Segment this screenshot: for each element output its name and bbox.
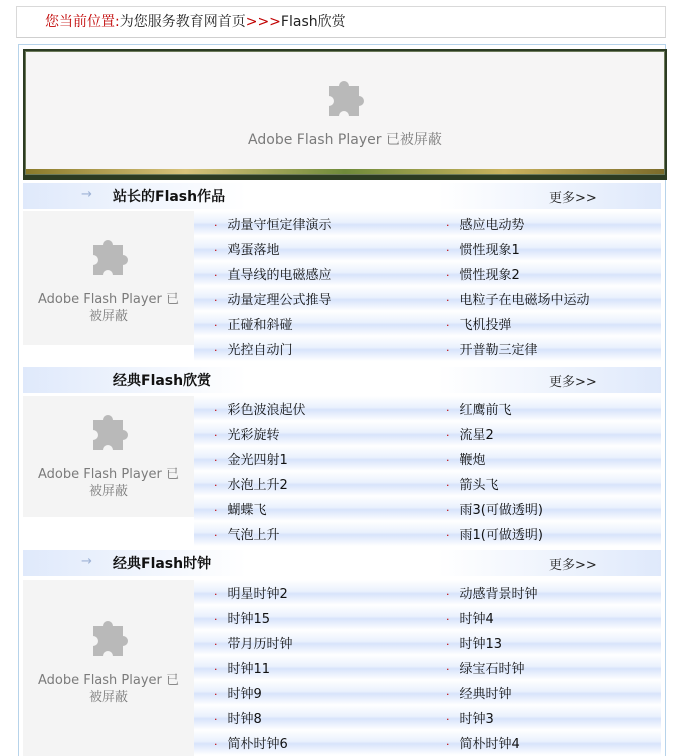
list-item[interactable]: · 雨3(可做透明) xyxy=(446,503,543,518)
list-row xyxy=(194,471,661,496)
list-item[interactable]: · 时钟11 xyxy=(214,662,271,677)
list-row xyxy=(194,421,661,446)
blocked-plugin-notice xyxy=(23,235,194,325)
list-item[interactable]: · 开普勒三定律 xyxy=(446,343,538,358)
list-item[interactable]: · 飞机投弹 xyxy=(446,318,512,333)
list-row xyxy=(194,705,661,730)
flash-banner-placeholder[interactable] xyxy=(25,51,665,175)
more-link[interactable]: 更多>> xyxy=(549,558,597,573)
breadcrumb-label: 您当前位置 xyxy=(45,14,115,30)
section-header-webmaster-flash xyxy=(23,183,661,209)
list-item[interactable]: · 直导线的电磁感应 xyxy=(214,268,332,283)
blocked-plugin-message-line1: Adobe Flash Player 已 xyxy=(37,467,180,482)
breadcrumb-home-link[interactable]: 为您服务教育网首页 xyxy=(119,14,246,30)
puzzle-piece-icon xyxy=(323,76,367,120)
list-item[interactable]: · 金光四射1 xyxy=(214,453,288,468)
section-header-classic-flash xyxy=(23,367,661,393)
list-item[interactable]: · 蝴蝶飞 xyxy=(214,503,267,518)
section-title: 经典Flash欣赏 xyxy=(113,373,212,389)
flash-list xyxy=(194,211,661,361)
puzzle-piece-icon xyxy=(87,235,131,279)
more-link[interactable]: 更多>> xyxy=(549,191,597,206)
list-item[interactable]: · 时钟8 xyxy=(214,712,262,727)
arrow-icon: → xyxy=(81,554,92,569)
list-item[interactable]: · 惯性现象1 xyxy=(446,243,520,258)
list-row xyxy=(194,521,661,546)
list-row xyxy=(194,396,661,421)
breadcrumb xyxy=(16,6,666,38)
list-item[interactable]: · 时钟13 xyxy=(446,637,503,652)
list-item[interactable]: · 带月历时钟 xyxy=(214,637,293,652)
arrow-icon: → xyxy=(81,187,92,202)
blocked-plugin-message-line2: 被屏蔽 xyxy=(88,690,128,705)
flash-thumbnail[interactable] xyxy=(23,396,194,517)
blocked-plugin-message-line1: Adobe Flash Player 已 xyxy=(37,292,180,307)
list-item[interactable]: · 简朴时钟6 xyxy=(214,737,288,752)
section-body-classic-clock xyxy=(23,580,661,756)
list-row xyxy=(194,286,661,311)
list-item[interactable]: · 气泡上升 xyxy=(214,528,280,543)
list-item[interactable]: · 时钟3 xyxy=(446,712,494,727)
flash-banner[interactable] xyxy=(23,49,667,180)
blocked-plugin-notice xyxy=(26,76,664,149)
list-item[interactable]: · 流星2 xyxy=(446,428,494,443)
list-row xyxy=(194,680,661,705)
blocked-plugin-message-line1: Adobe Flash Player 已 xyxy=(37,673,180,688)
more-link[interactable]: 更多>> xyxy=(549,375,597,390)
blocked-plugin-message: Adobe Flash Player 已被屏蔽 xyxy=(248,132,442,148)
banner-strip xyxy=(26,169,664,174)
flash-thumbnail[interactable] xyxy=(23,580,194,756)
section-title: 站长的Flash作品 xyxy=(113,189,226,205)
list-item[interactable]: · 正碰和斜碰 xyxy=(214,318,293,333)
section-body-webmaster-flash xyxy=(23,211,661,361)
section-title: 经典Flash时钟 xyxy=(113,556,212,572)
section-header-classic-clock xyxy=(23,550,661,576)
list-row xyxy=(194,496,661,521)
flash-list xyxy=(194,580,661,755)
list-item[interactable]: · 光彩旋转 xyxy=(214,428,280,443)
list-item[interactable]: · 雨1(可做透明) xyxy=(446,528,543,543)
list-row xyxy=(194,655,661,680)
blocked-plugin-notice xyxy=(23,616,194,706)
puzzle-piece-icon xyxy=(87,410,131,454)
list-row xyxy=(194,336,661,361)
list-item[interactable]: · 红鹰前飞 xyxy=(446,403,512,418)
list-item[interactable]: · 鞭炮 xyxy=(446,453,486,468)
list-item[interactable]: · 动量守恒定律演示 xyxy=(214,218,332,233)
list-row xyxy=(194,311,661,336)
list-row xyxy=(194,580,661,605)
list-item[interactable]: · 鸡蛋落地 xyxy=(214,243,280,258)
breadcrumb-current: Flash欣赏 xyxy=(280,14,346,30)
blocked-plugin-message-line2: 被屏蔽 xyxy=(88,484,128,499)
list-item[interactable]: · 简朴时钟4 xyxy=(446,737,520,752)
list-item[interactable]: · 明星时钟2 xyxy=(214,587,288,602)
blocked-plugin-notice xyxy=(23,410,194,500)
list-row xyxy=(194,605,661,630)
list-item[interactable]: · 动感背景时钟 xyxy=(446,587,538,602)
list-item[interactable]: · 水泡上升2 xyxy=(214,478,288,493)
blocked-plugin-message-line2: 被屏蔽 xyxy=(88,309,128,324)
list-item[interactable]: · 动量定理公式推导 xyxy=(214,293,332,308)
list-item[interactable]: · 时钟9 xyxy=(214,687,262,702)
list-row xyxy=(194,446,661,471)
list-row xyxy=(194,630,661,655)
list-row xyxy=(194,236,661,261)
list-item[interactable]: · 感应电动势 xyxy=(446,218,525,233)
breadcrumb-separator: >>> xyxy=(245,14,281,30)
list-item[interactable]: · 光控自动门 xyxy=(214,343,293,358)
list-item[interactable]: · 经典时钟 xyxy=(446,687,512,702)
list-item[interactable]: · 箭头飞 xyxy=(446,478,499,493)
list-item[interactable]: · 惯性现象2 xyxy=(446,268,520,283)
list-item[interactable]: · 绿宝石时钟 xyxy=(446,662,525,677)
flash-thumbnail[interactable] xyxy=(23,211,194,345)
list-item[interactable]: · 电粒子在电磁场中运动 xyxy=(446,293,590,308)
list-row xyxy=(194,261,661,286)
list-item[interactable]: · 彩色波浪起伏 xyxy=(214,403,306,418)
list-row xyxy=(194,211,661,236)
section-body-classic-flash xyxy=(23,396,661,546)
list-item[interactable]: · 时钟15 xyxy=(214,612,271,627)
flash-list xyxy=(194,396,661,546)
puzzle-piece-icon xyxy=(87,616,131,660)
list-item[interactable]: · 时钟4 xyxy=(446,612,494,627)
breadcrumb-colon: : xyxy=(115,14,120,30)
list-row xyxy=(194,730,661,755)
